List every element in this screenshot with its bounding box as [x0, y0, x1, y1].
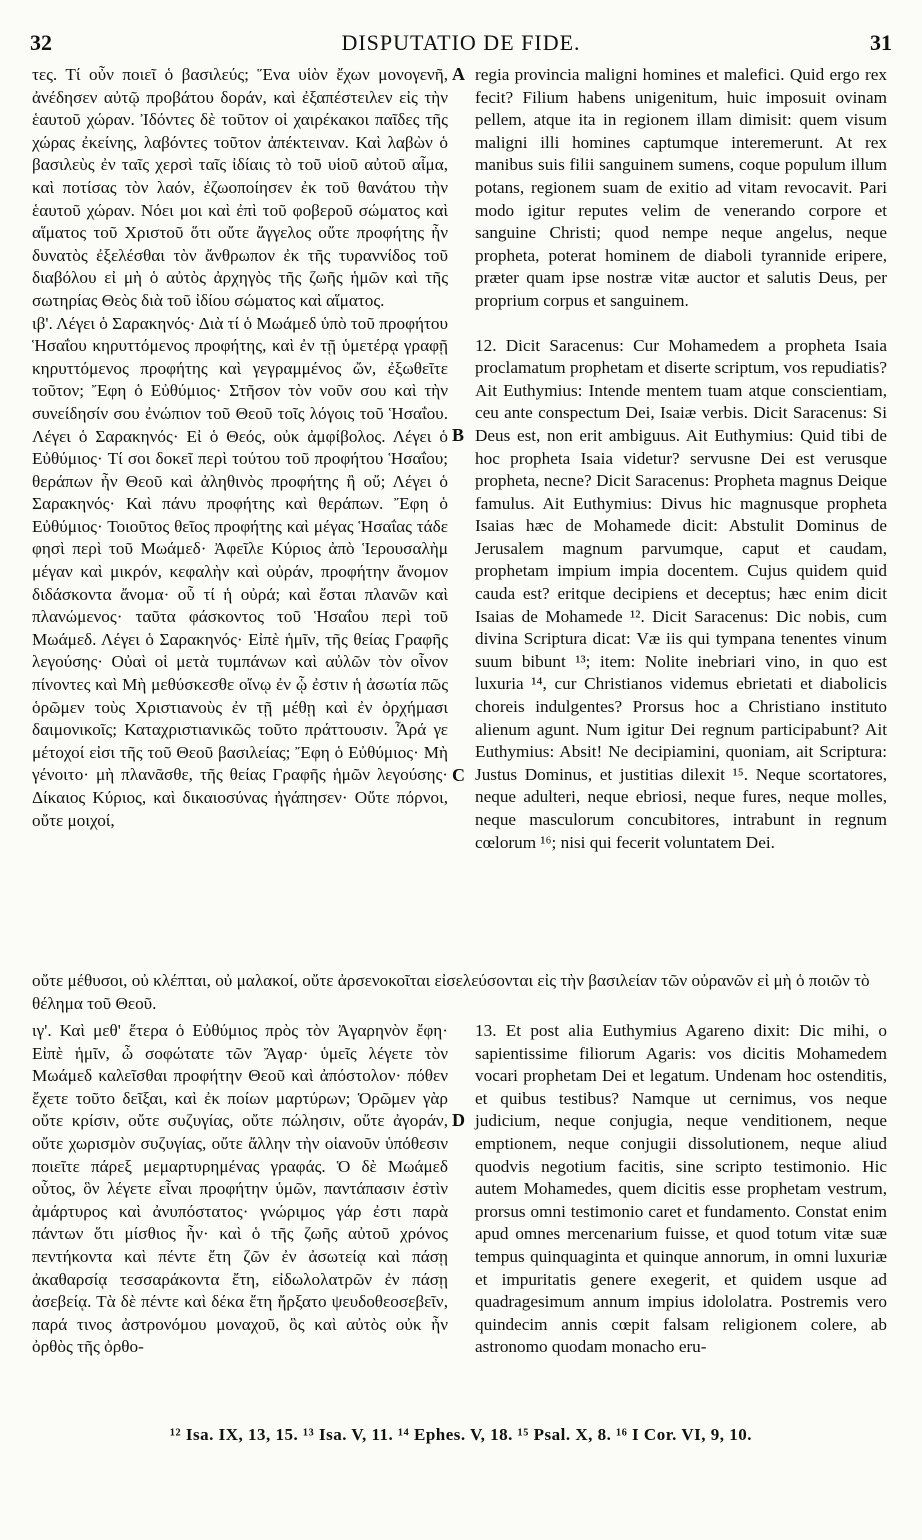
margin-marker-a: A: [452, 64, 465, 84]
greek-paragraph-13: ιγ'. Καὶ μεθ' ἕτερα ὁ Εὐθύμιος πρὸς τὸν Ἀγαρηνὸν ἔφη· Εἰπὲ ἡμῖν, ὦ σοφώτατε τῶν Ἄγαρ· ὑμεῖς λέγετε τὸν Μωάμεδ καλεῖσθαι προφήτην Θεοῦ καὶ ἀπόστολον· πόθεν ἔχετε τοῦτο δεῖξαι, καὶ ἐκ ποίων μαρτύρων; Ὁρῶμεν γὰρ οὔτε κρίσιν, οὔτε συζυγίας, οὔτε πώλησιν, οὔτε ἀγοράν, οὔτε χωρισμὸν συζυγίας, οὔτε ἄλλην τὴν οἱανοῦν ὑπόθεσιν ποιεῖτε πάρεξ μεμαρτυρημένας γραφάς. Ὁ δὲ Μωάμεδ οὗτος, ὃν λέγετε εἶναι προφήτην ὑμῶν, παντάπασιν ἐστὶν ἀμάρτυρος καὶ ἀνυπόστατος· γνώριμος γάρ ἐστι παρὰ πάντων ὅτι μίσθιος ἦν· καὶ ὁ τῆς ζωῆς αὐτοῦ χρόνος πεντήκοντα καὶ πέντε ἔτη ζῶν ἐν ἀσωτείᾳ καὶ πάσῃ ἀκαθαρσίᾳ τεσσαράκοντα ἔτη, εἰδωλολατρῶν ἐν πάσῃ ἀσεβείᾳ. Τὰ δὲ πέντε καὶ δέκα ἔτη ἤρξατο ψευδοθεοσεβεῖν, παρά τινος ἀστρονόμου μοναχοῦ, ὃς καὶ αὐτὸς οὐκ ἦν ὀρθὸς τῆς ὀρθο-: [32, 1021, 448, 1357]
latin-column: [475, 64, 887, 854]
margin-marker-c: C: [452, 765, 465, 785]
greek-spanning-line: οὔτε μέθυσοι, οὐ κλέπται, οὐ μαλακοί, οὔτε ἀρσενοκοῖται εἰσελεύσονται εἰς τὴν βασιλείαν τῶν οὐρανῶν εἰ μὴ ὁ ποιῶν τὸ θέλημα τοῦ Θεοῦ.: [32, 971, 870, 1013]
latin-paragraph-11-end: regia provincia maligni homines et malefici. Quid ergo rex fecit? Filium habens unigenitum, huic imposuit ovinam pellem, atque ita in regionem illam dimisit: quem visum maligni illi homines captumque interemerunt. At rex manibus suis filii sanguinem sumens, coque populum illum potans, regionem suam de exitio ad vitam revocavit. Pari modo igitur reputes velim de venerando corpore et sanguine Christi; quod nempe neque angelus, neque propheta, poterat hominem de diaboli tyrannide eripere, præter quam ipse nostræ vitæ auctor et salutis Deus, per proprium corpus et sanguinem.: [475, 65, 887, 310]
margin-marker-b: B: [452, 425, 465, 445]
page-header: [0, 0, 922, 56]
running-title: DISPUTATIO DE FIDE.: [341, 30, 581, 55]
margin-marker-d: D: [452, 1110, 465, 1130]
greek-paragraph-12: ιβ'. Λέγει ὁ Σαρακηνός· Διὰ τί ὁ Μωάμεδ ὑπὸ τοῦ προφήτου Ἡσαΐου κηρυττόμενος προφήτης, καὶ ἐν τῇ ὑμετέρᾳ γραφῇ κηρυττόμενος προφήτης καὶ γεγραμμένος ὤν, ἐξωθεῖτε τοῦτον; Ἔφη ὁ Εὐθύμιος· Στῆσον τὸν νοῦν σου καὶ τὴν συνείδησίν σου ἐνώπιον τοῦ Θεοῦ τοῖς λόγοις τοῦ Ἡσαΐου. Λέγει ὁ Σαρακηνός· Εἰ ὁ Θεός, οὐκ ἀμφίβολος. Λέγει ὁ Εὐθύμιος· Τί σοι δοκεῖ περὶ τούτου τοῦ προφήτου Ἡσαΐου; θεράπων ἦν Θεοῦ καὶ ἀληθινὸς προφήτης ἢ οὔ; Λέγει ὁ Σαρακηνός· Καὶ πάνυ προφήτης καὶ θεράπων. Ἔφη ὁ Εὐθύμιος· Τοιοῦτος θεῖος προφήτης καὶ μέγας Ἡσαΐας τάδε φησὶ περὶ τοῦ Μωάμεδ· Ἀφεῖλε Κύριος ἀπὸ Ἱερουσαλὴμ μέγαν καὶ μικρόν, κεφαλὴν καὶ οὐράν, προφήτην ἄνομον διδάσκοντα ἄνομα· οὗ τί ἡ οὐρά; καὶ ἔσται πλανῶν καὶ πλανώμενος· ταῦτα φάσκοντος τοῦ Ἡσαΐου περὶ τοῦ Μωάμεδ. Λέγει ὁ Σαρακηνός· Εἰπὲ ἡμῖν, τῆς θείας Γραφῆς λεγούσης· Οὐαὶ οἱ μετὰ τυμπάνων καὶ αὐλῶν τὸν οἶνον πίνοντες καὶ Μὴ μεθύσκεσθε οἴνῳ ἐν ᾧ ἐστιν ἡ ἀσωτία πῶς ὁρῶμεν τοὺς Χριστιανοὺς ἐν τῇ μέθῃ καὶ ἐν ὀρχήμασι δαιμονικοῖς; Καταχριστιανικῶς τοῦτο πράττουσιν. Ἆρά γε μέτοχοί εἰσι τῆς τοῦ Θεοῦ βασιλείας; Ἔφη ὁ Εὐθύμιος· Μὴ γένοιτο· μὴ πλανᾶσθε, τῆς θείας Γραφῆς ἡμῶν λεγούσης· Δίκαιος Κύριος, καὶ δικαιοσύνας ἠγάπησεν· Οὔτε πόρνοι, οὔτε μοιχοί,: [32, 313, 448, 830]
footnotes: ¹² Isa. IX, 13, 15. ¹³ Isa. V, 11. ¹⁴ Ephes. V, 18. ¹⁵ Psal. X, 8. ¹⁶ I Cor. VI, 9, 10.: [169, 1425, 753, 1444]
greek-column: [32, 64, 448, 832]
greek-column-lower: [32, 1020, 448, 1359]
right-page-number: 31: [870, 30, 892, 55]
latin-paragraph-12: 12. Dicit Saracenus: Cur Mohamedem a propheta Isaia proclamatum prophetam et diserte scriptum, vos repudiatis? Ait Euthymius: Intende mentem tuam atque conscientiam, ceu ante conspectum Dei, Isaiæ verbis. Dicit Saracenus: Si Deus est, non erit ambiguus. Ait Euthymius: Quid tibi de hoc propheta Isaia videtur? servusne Dei est verusque propheta, necne? Dicit Saracenus: Propheta magnus Deique famulus. Ait Euthymius: Divus hic magnusque propheta Isaias hæc de Mohamede dicit: Abstulit Dominus de Jerusalem magnum parvumque, caput et caudam, prophetam impium impia docentem. Cujus quidem quid cauda est? eritque decipiens et deceptus; hæc enim dicit Isaias de Mohamede ¹². Dicit Saracenus: Dic nobis, cum divina Scriptura dicat: Væ iis qui tympana tenentes vinum suum bibunt ¹³; item: Nolite inebriari vino, in quo est luxuria ¹⁴, cur Christianos videmus ebrietati et diabolicis choreis indulgentes? Prorsus hoc a Christiano instituto alienum agunt. Num igitur Dei regnum participabunt? Ait Euthymius: Absit! Ne decipiamini, quoniam, ait Scriptura: Justus Dominus, et justitias dilexit ¹⁵. Neque scortatores, neque adulteri, neque ebriosi, neque fures, neque molles, neque masculorum concubitores, intrabunt in regnum cœlorum ¹⁶; nisi qui fecerit voluntatem Dei.: [475, 335, 887, 852]
greek-paragraph-11-end: τες. Τί οὖν ποιεῖ ὁ βασιλεύς; Ἕνα υἱὸν ἔχων μονογενῆ, ἀνέδησεν αὐτῷ προβάτου δοράν, καὶ ἐξαπέστειλεν εἰς τὴν ἑαυτοῦ χώραν. Ἰδόντες δὲ τοῦτον οἱ χαιρέκακοι παῖδες τῆς χώρας ἐκείνης, λαβόντες τοῦτον ἀπέκτειναν. Καὶ λαβὼν ὁ βασιλεὺς ἐν ταῖς χερσὶ ταῖς ἰδίαις τὸ τοῦ υἱοῦ αὐτοῦ αἷμα, καὶ ποτίσας τὸν λαόν, ἐζωοποίησεν ἐκ τοῦ θανάτου τὴν ἑαυτοῦ χώραν. Νόει μοι καὶ ἐπὶ τοῦ φοβεροῦ σώματος καὶ αἵματος τοῦ Χριστοῦ ὅτι οὔτε ἄγγελος οὔτε προφήτης ἦν δυνατὸς ἐξελέσθαι τὸν ἄνθρωπον ἐκ τῆς τυραννίδος τοῦ διαβόλου εἰ μὴ ὁ αὐτὸς ἀρχηγὸς τῆς ζωῆς ἡμῶν καὶ τῆς σωτηρίας Θεὸς διὰ τοῦ ἰδίου σώματος καὶ αἵματος.: [32, 65, 448, 310]
latin-column-lower: [475, 1020, 887, 1359]
left-page-number: 32: [30, 30, 52, 55]
latin-paragraph-13: 13. Et post alia Euthymius Agareno dixit: Dic mihi, o sapientissime filiorum Agaris: vos dicitis Mohamedem vocari prophetam Dei et legatum. Undenam hoc ostenditis, et quibus testibus? Namque ut cernimus, vos neque judicium, neque conjugia, neque venditionem, neque emptionem, neque conjugii dissolutionem, neque aliud quodvis negotium facitis, sine scripto testimonio. Hic autem Mohamedes, quem dicitis esse prophetam vestrum, prorsus omni testimonio caret et fundamento. Constat enim apud omnes mercenarium fuisse, et quod totum vitæ suæ tempus quinquaginta et quinque annorum, in omni luxuriæ et impuritatis genere exegerit, et quidem usque ad quadragesimum annum impius idololatra. Postremis vero quindecim annis cœpit falsam religionem colere, ab astronomo quodam monacho eru-: [475, 1021, 887, 1357]
